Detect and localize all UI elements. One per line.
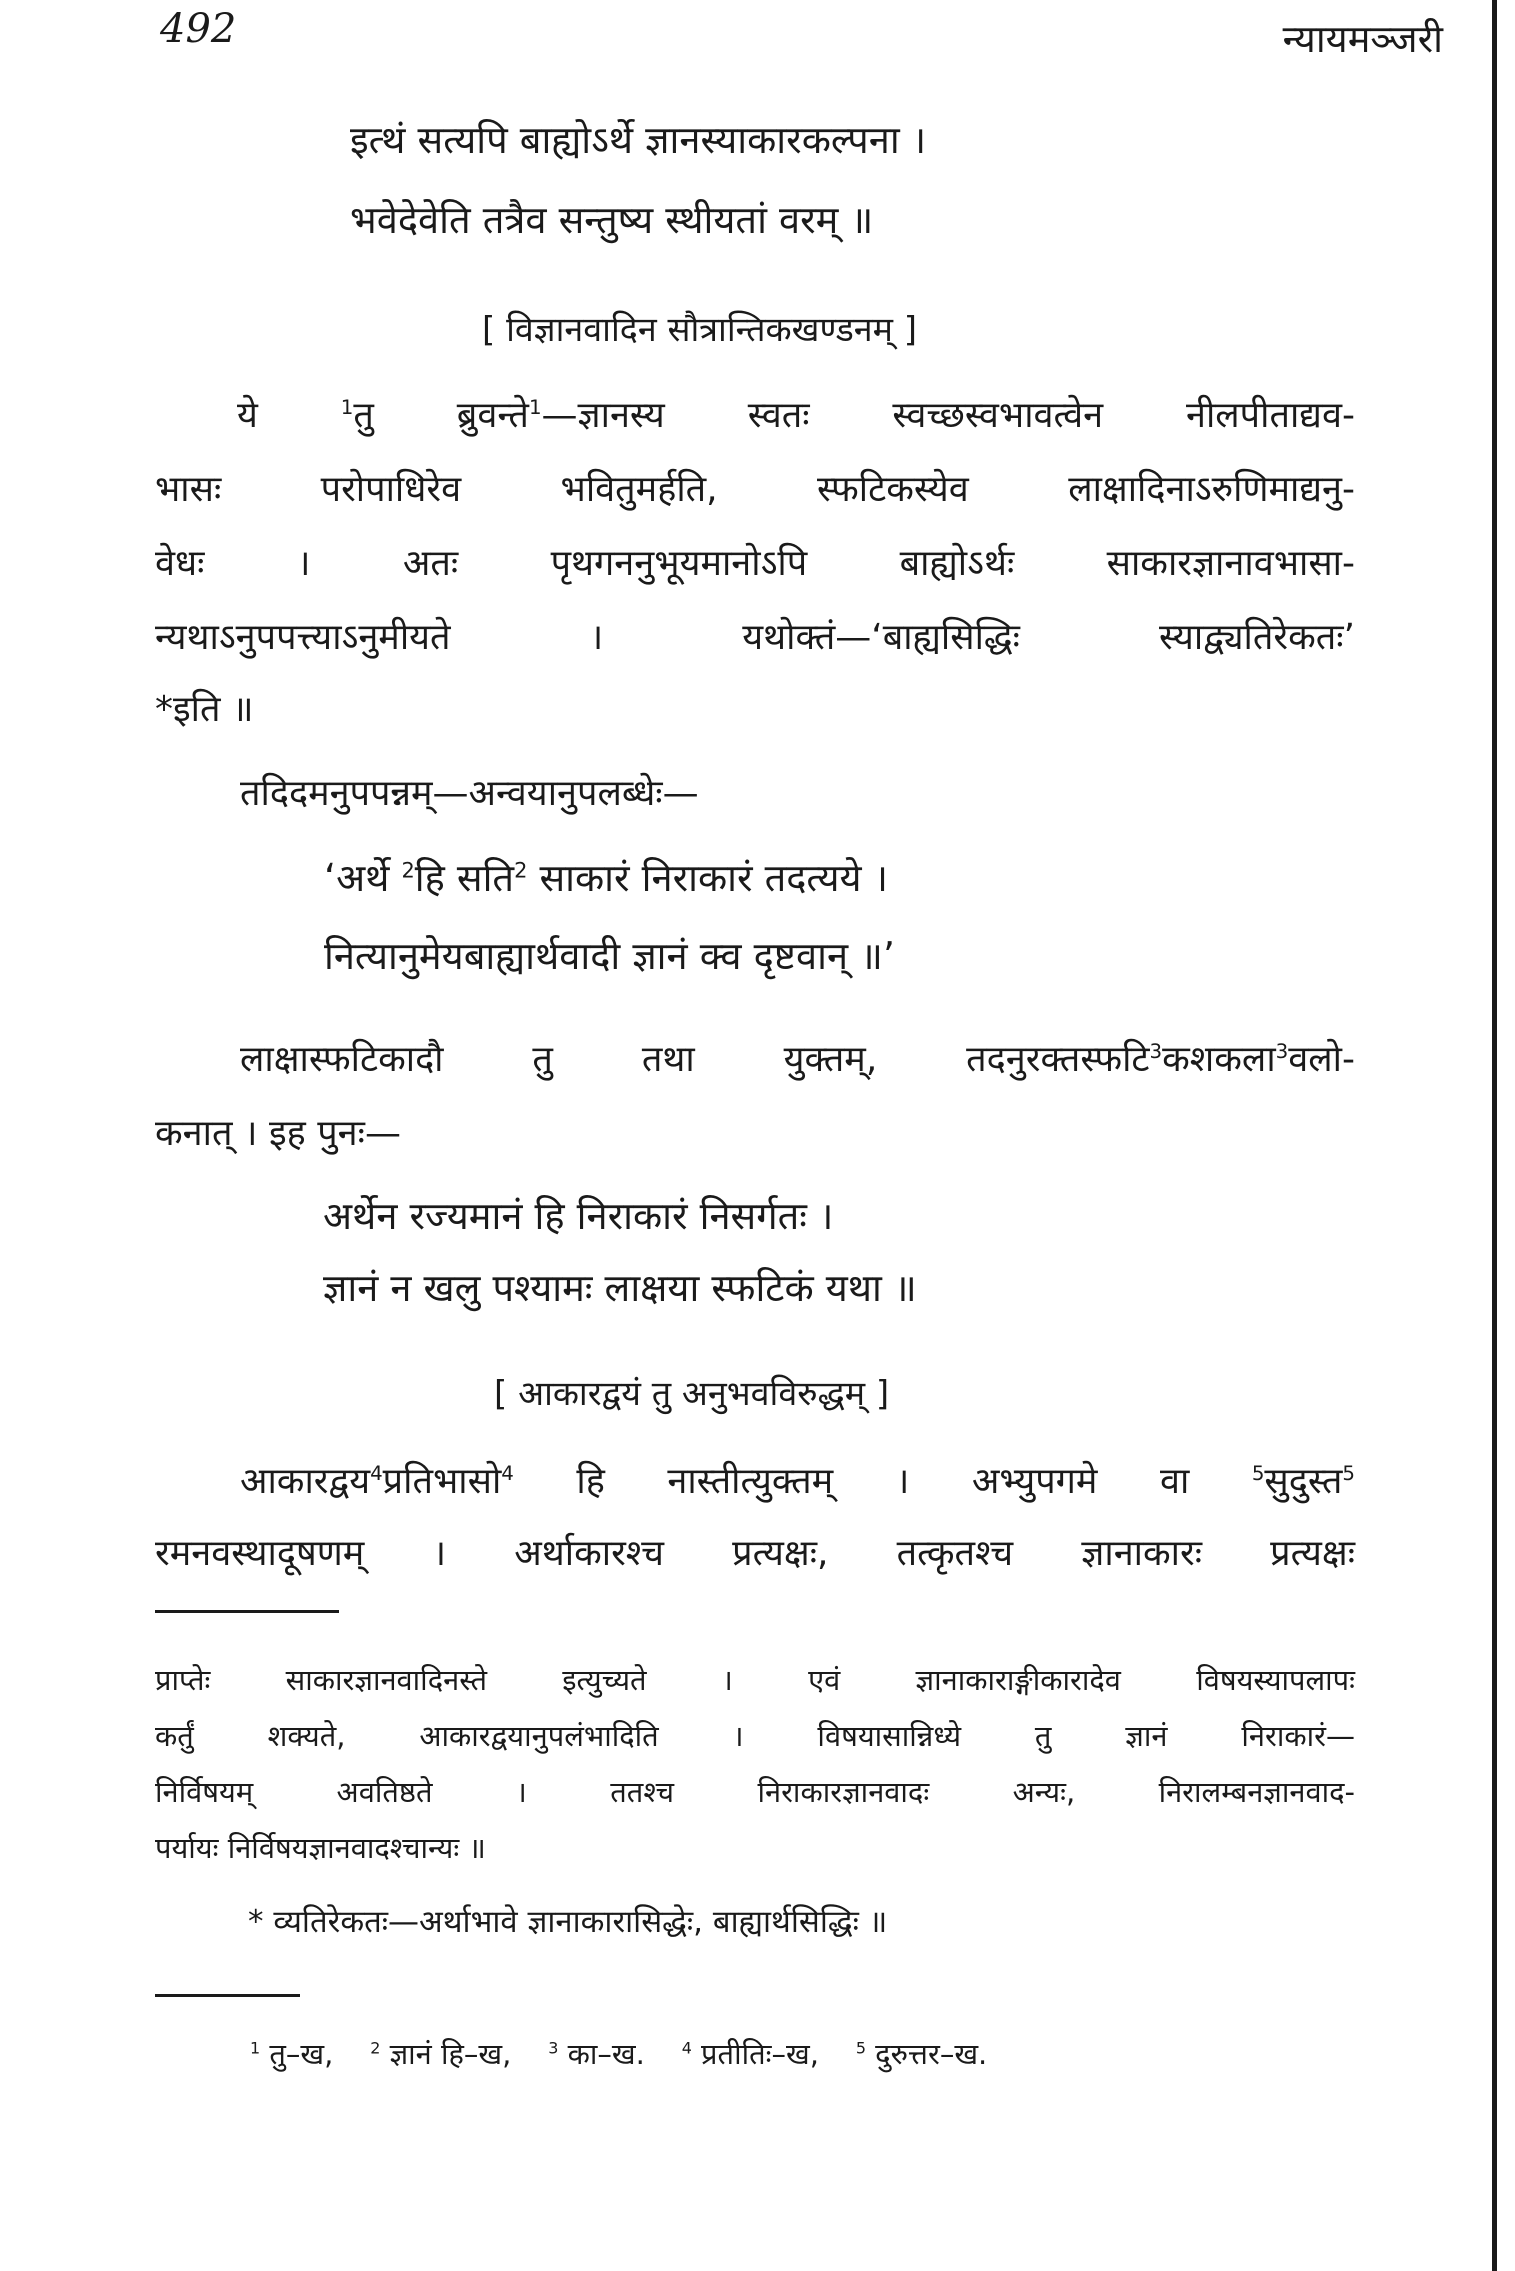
para2: तदिदमनुपपन्नम्—अन्वयानुपलब्धेः— [240,773,699,814]
verse2-line1: ‘अर्थे $^2$हि सति$^2$ साकारं निराकारं तदत्यये । [324,856,889,900]
para1-line4: न्यथाऽनुपपत्त्याऽनुमीयते । यथोक्तं—‘बाह्यसिद्धिः स्याद्व्यतिरेकतः’ [155,617,1355,658]
variant-2: $^2$ ज्ञानं हि–ख, [370,2037,512,2071]
variant-3: $^3$ का–ख. [548,2037,645,2071]
para4-line2: रमनवस्थादूषणम् । अर्थाकारश्च प्रत्यक्षः, तत्कृतश्च ज्ञानाकारः प्रत्यक्षः [155,1533,1355,1574]
para1-line5: *इति ॥ [155,689,254,730]
page-number: 492 [160,6,237,52]
footnote-line1: प्राप्तेः साकारज्ञानवादिनस्ते इत्युच्यते । एवं ज्ञानाकाराङ्गीकारादेव विषयस्यापलापः [155,1663,1355,1697]
verse1-line1: इत्थं सत्यपि बाह्योऽर्थे ज्ञानस्याकारकल्पना । [350,118,927,162]
footnote-line2: कर्तुं शक्यते, आकारद्वयानुपलंभादिति । विषयासान्निध्ये तु ज्ञानं निराकारं— [155,1719,1355,1753]
footnote-line3: निर्विषयम् अवतिष्ठते । ततश्च निराकारज्ञानवादः अन्यः, निरालम्बनज्ञानवाद- [155,1775,1355,1809]
para3-line2: कनात् । इह पुनः— [155,1113,401,1154]
verse3-line2: ज्ञानं न खलु पश्यामः लाक्षया स्फटिकं यथा ॥ [323,1266,917,1310]
variant-4: $^4$ प्रतीतिः–ख, [681,2037,819,2071]
verse1-line2: भवेदेवेति तत्रैव सन्तुष्य स्थीयतां वरम् ॥ [350,198,874,242]
para4-line1: आकारद्वय$^4$प्रतिभासो$^4$ हि नास्तीत्युक्तम् । अभ्युपगमे वा $^5$सुदुस्त$^5$ [240,1461,1355,1502]
variants-separator [155,1994,300,1997]
footnote-line4: पर्यायः निर्विषयज्ञानवादश्चान्यः ॥ [155,1831,486,1865]
para1-line2: भासः परोपाधिरेव भवितुमर्हति, स्फटिकस्येव लाक्षादिनाऽरुणिमाद्यनु- [155,469,1355,510]
right-edge-rule [1492,0,1497,2271]
section-heading-1: [ विज्ञानवादिन सौत्रान्तिकखण्डनम् ] [482,310,918,350]
variant-readings [250,2034,987,2074]
verse3-line1: अर्थेन रज्यमानं हि निराकारं निसर्गतः । [323,1194,834,1238]
para3-line1: लाक्षास्फटिकादौ तु तथा युक्तम्, तदनुरक्तस्फटि$^3$कशकला$^3$वलो- [240,1039,1355,1080]
para1-line3: वेधः । अतः पृथगननुभूयमानोऽपि बाह्योऽर्थः साकारज्ञानावभासा- [155,543,1355,584]
variant-1: $^1$ तु–ख, [250,2037,334,2071]
variant-5: $^5$ दुरुत्तर–ख. [855,2037,988,2071]
verse2-line2: नित्यानुमेयबाह्यार्थवादी ज्ञानं क्व दृष्टवान् ॥’ [324,934,895,978]
para1-line1: ये $^1$तु ब्रुवन्ते$^1$—ज्ञानस्य स्वतः स्वच्छस्वभावत्वेन नीलपीताद्यव- [237,395,1355,436]
footnote-star: * व्यतिरेकतः—अर्थाभावे ज्ञानाकारासिद्धेः, बाह्यार्थसिद्धिः ॥ [248,1904,888,1940]
footnote-separator [155,1610,339,1613]
running-head: न्यायमञ्जरी [1282,17,1443,61]
section-heading-2: [ आकारद्वयं तु अनुभवविरुद्धम् ] [494,1374,890,1414]
